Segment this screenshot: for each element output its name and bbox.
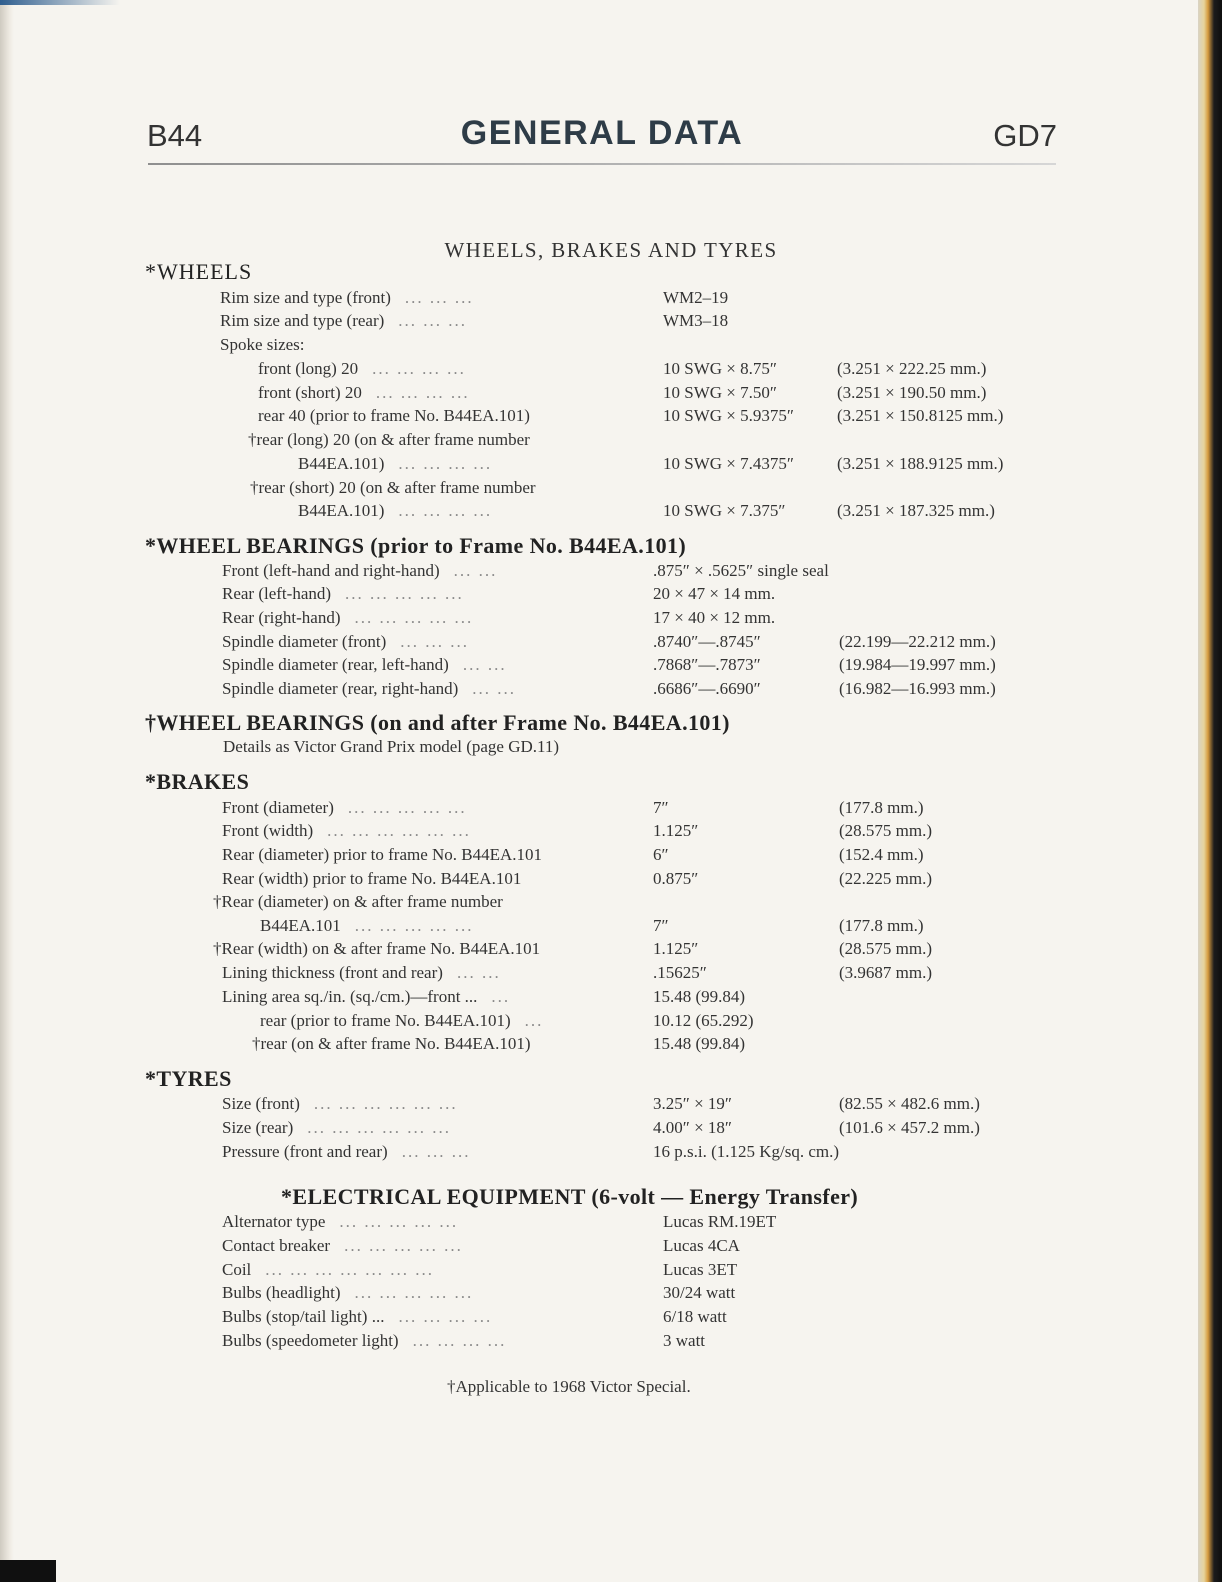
- spec-label: [222, 1116, 451, 1140]
- spec-label-text: Front (width): [222, 821, 314, 840]
- spec-value-metric: (3.251 × 150.8125 mm.): [837, 406, 1004, 425]
- footnote: †Applicable to 1968 Victor Special.: [447, 1377, 691, 1396]
- electrical-heading: *ELECTRICAL EQUIPMENT (6-volt — Energy Transfer): [281, 1184, 859, 1209]
- leader-dots: ... ... ... ...: [412, 1331, 507, 1350]
- spec-label: [258, 404, 530, 428]
- spec-value: WM2–19: [663, 288, 729, 307]
- page-header: [147, 112, 1057, 162]
- spec-label-text: B44EA.101): [298, 454, 385, 473]
- spec-label-text: Rear (left-hand): [222, 584, 332, 603]
- spec-row: [0, 476, 1222, 500]
- scan-corner-mark: [0, 1560, 56, 1582]
- spec-row: [0, 499, 1222, 523]
- spec-value-metric: (28.575 mm.): [839, 939, 933, 958]
- spec-label-text: B44EA.101: [260, 916, 341, 935]
- spec-label-text: Alternator type: [222, 1212, 326, 1231]
- leader-dots: ... ... ... ... ...: [354, 916, 474, 935]
- spec-label: [222, 677, 516, 701]
- spec-label: [298, 452, 492, 476]
- bearings-after-detail: Details as Victor Grand Prix model (page GD.11): [223, 737, 560, 756]
- spec-row: [0, 1258, 1222, 1282]
- leader-dots: ... ... ... ...: [372, 359, 466, 378]
- spec-value: .7868″—.7873″: [653, 655, 761, 674]
- spec-label: [250, 476, 536, 500]
- spec-label: [252, 1032, 531, 1056]
- spec-label-text: †Rear (diameter) on & after frame number: [213, 892, 503, 911]
- spec-label-text: Spindle diameter (front): [222, 632, 387, 651]
- spec-label: [260, 914, 474, 938]
- spec-value-metric: (101.6 × 457.2 mm.): [839, 1118, 980, 1137]
- spec-value: Lucas 4CA: [663, 1236, 740, 1255]
- spec-label: [298, 499, 492, 523]
- spec-row: [0, 1009, 1222, 1033]
- spec-label: [222, 1234, 463, 1258]
- spec-row: [0, 381, 1222, 405]
- spec-value: 10.12 (65.292): [653, 1011, 754, 1030]
- spec-row: [0, 843, 1222, 867]
- spec-row: [0, 357, 1222, 381]
- leader-dots: ... ... ... ... ...: [347, 798, 467, 817]
- spec-value: Lucas RM.19ET: [663, 1212, 777, 1231]
- spec-value: 17 × 40 × 12 mm.: [653, 608, 776, 627]
- page-number: GD7: [993, 118, 1057, 153]
- spec-value: 10 SWG × 5.9375″: [663, 406, 794, 425]
- spec-label-text: Bulbs (stop/tail light) ...: [222, 1307, 385, 1326]
- spec-value: 10 SWG × 7.375″: [663, 501, 786, 520]
- spec-label-text: Size (rear): [222, 1118, 294, 1137]
- spec-value: 30/24 watt: [663, 1283, 736, 1302]
- spec-value: 16 p.s.i. (1.125 Kg/sq. cm.): [653, 1142, 840, 1161]
- spec-label: [222, 985, 510, 1009]
- page-title: GENERAL DATA: [460, 114, 744, 152]
- spec-value: 20 × 47 × 14 mm.: [653, 584, 776, 603]
- spec-label: [213, 937, 540, 961]
- leader-dots: ... ... ... ... ...: [354, 1283, 474, 1302]
- spec-value: 3.25″ × 19″: [653, 1094, 732, 1113]
- spec-row: [0, 677, 1222, 701]
- spec-label: [222, 582, 464, 606]
- spec-label-text: B44EA.101): [298, 501, 385, 520]
- spec-label-text: †Rear (width) on & after frame No. B44EA.101: [213, 939, 541, 958]
- spec-label: [222, 606, 473, 630]
- spec-label: [222, 961, 501, 985]
- leader-dots: ... ... ... ... ... ...: [327, 821, 471, 840]
- spec-label-text: rear (prior to frame No. B44EA.101): [260, 1011, 511, 1030]
- leader-dots: ... ... ... ... ...: [344, 1236, 463, 1255]
- spec-label: [220, 286, 474, 310]
- spec-label-text: rear 40 (prior to frame No. B44EA.101): [258, 406, 530, 425]
- leader-dots: ... ... ... ...: [398, 1307, 493, 1326]
- spec-value-metric: (82.55 × 482.6 mm.): [839, 1094, 980, 1113]
- spec-label-text: Pressure (front and rear): [222, 1142, 388, 1161]
- tyres-heading: *TYRES: [145, 1066, 232, 1091]
- spec-value-metric: (22.225 mm.): [839, 869, 933, 888]
- leader-dots: ... ... ... ... ...: [339, 1212, 459, 1231]
- spec-value: .6686″—.6690″: [653, 679, 761, 698]
- spec-label-text: Rear (width) prior to frame No. B44EA.101: [222, 869, 522, 888]
- spec-row: [0, 428, 1222, 452]
- spec-label-text: Coil: [222, 1260, 252, 1279]
- spec-value: 1.125″: [653, 939, 699, 958]
- spec-row: [0, 630, 1222, 654]
- spec-value: .875″ × .5625″ single seal: [653, 561, 829, 580]
- spec-label-text: Lining area sq./in. (sq./cm.)—front ...: [222, 987, 478, 1006]
- spec-row: [0, 985, 1222, 1009]
- spec-row: [0, 890, 1222, 914]
- leader-dots: ...: [524, 1011, 544, 1030]
- spec-row: [0, 404, 1222, 428]
- spec-label: [220, 309, 467, 333]
- leader-dots: ... ... ...: [401, 1142, 471, 1161]
- spec-row: [0, 452, 1222, 476]
- spec-label-text: Size (front): [222, 1094, 300, 1113]
- spec-row: [0, 1210, 1222, 1234]
- spec-value: 15.48 (99.84): [653, 1034, 746, 1053]
- spec-label-text: Spindle diameter (rear, right-hand): [222, 679, 459, 698]
- leader-dots: ... ... ... ... ...: [345, 584, 464, 603]
- spec-row: [0, 1032, 1222, 1056]
- spec-label-text: front (long) 20: [258, 359, 359, 378]
- spec-value-metric: (3.9687 mm.): [839, 963, 933, 982]
- spec-label: [222, 1305, 492, 1329]
- spec-row: [0, 606, 1222, 630]
- spec-label: [222, 630, 469, 654]
- spec-label-text: Front (diameter): [222, 798, 334, 817]
- spec-label: [213, 890, 503, 914]
- leader-dots: ... ... ... ...: [375, 383, 470, 402]
- spec-label: [222, 1140, 470, 1164]
- spec-value: .15625″: [653, 963, 707, 982]
- spec-row: [0, 796, 1222, 820]
- spec-value-metric: (19.984—19.997 mm.): [839, 655, 996, 674]
- spec-value-metric: (3.251 × 187.325 mm.): [837, 501, 995, 520]
- spec-row: [0, 867, 1222, 891]
- spec-row: [0, 309, 1222, 333]
- wheels-heading: *WHEELS: [145, 259, 253, 284]
- spec-label-text: Bulbs (headlight): [222, 1283, 341, 1302]
- spec-value: 3 watt: [663, 1331, 706, 1350]
- spec-value-metric: (3.251 × 188.9125 mm.): [837, 454, 1004, 473]
- spec-label: [222, 867, 521, 891]
- spec-label-text: Rear (right-hand): [222, 608, 341, 627]
- spec-value-metric: (177.8 mm.): [839, 798, 924, 817]
- spec-value-metric: (3.251 × 190.50 mm.): [837, 383, 987, 402]
- spec-row: [0, 1092, 1222, 1116]
- section-title: WHEELS, BRAKES AND TYRES: [444, 238, 778, 262]
- leader-dots: ... ... ... ...: [398, 454, 493, 473]
- bearings-after-heading: †WHEEL BEARINGS (on and after Frame No. B44EA.101): [145, 710, 730, 735]
- spec-label-text: Spindle diameter (rear, left-hand): [222, 655, 449, 674]
- spec-label-text: Contact breaker: [222, 1236, 331, 1255]
- spec-label-text: Lining thickness (front and rear): [222, 963, 443, 982]
- spec-row: [0, 1234, 1222, 1258]
- spec-value-metric: (22.199—22.212 mm.): [839, 632, 996, 651]
- spec-value-metric: (16.982—16.993 mm.): [839, 679, 996, 698]
- spec-row: [0, 961, 1222, 985]
- spec-label: [222, 1258, 434, 1282]
- spec-value: 10 SWG × 7.4375″: [663, 454, 794, 473]
- spec-value: 10 SWG × 7.50″: [663, 383, 777, 402]
- spec-label: [258, 357, 466, 381]
- spec-label: [222, 653, 507, 677]
- spec-row: [0, 286, 1222, 310]
- spec-value: 7″: [653, 916, 669, 935]
- spec-label: [222, 796, 467, 820]
- spec-row: [0, 937, 1222, 961]
- spec-label-text: †rear (on & after frame No. B44EA.101): [252, 1034, 531, 1053]
- spec-label: [248, 428, 530, 452]
- spec-value-metric: (28.575 mm.): [839, 821, 933, 840]
- spec-label-text: Spoke sizes:: [220, 335, 305, 354]
- spec-value: 4.00″ × 18″: [653, 1118, 732, 1137]
- spec-label: [222, 1329, 506, 1353]
- spec-value-metric: (177.8 mm.): [839, 916, 924, 935]
- spec-value: 6″: [653, 845, 669, 864]
- spec-row: [0, 819, 1222, 843]
- spec-label: [258, 381, 470, 405]
- spec-label: [222, 843, 542, 867]
- spec-label-text: front (short) 20: [258, 383, 362, 402]
- spec-label: [222, 1210, 458, 1234]
- spec-value: 10 SWG × 8.75″: [663, 359, 777, 378]
- spec-value: 7″: [653, 798, 669, 817]
- scan-left-top-mark: [0, 0, 120, 5]
- leader-dots: ... ... ... ... ...: [354, 608, 474, 627]
- spec-value: 1.125″: [653, 821, 699, 840]
- spec-row: [0, 1305, 1222, 1329]
- leader-dots: ... ... ...: [404, 288, 474, 307]
- spec-label: [222, 559, 497, 583]
- leader-dots: ...: [491, 987, 511, 1006]
- brakes-heading: *BRAKES: [145, 769, 250, 794]
- spec-row: [0, 914, 1222, 938]
- spec-label-text: Rim size and type (rear): [220, 311, 385, 330]
- leader-dots: ... ... ... ... ... ...: [307, 1118, 452, 1137]
- spec-value: WM3–18: [663, 311, 729, 330]
- model-code: B44: [147, 118, 203, 153]
- spec-label: [222, 819, 471, 843]
- leader-dots: ... ... ... ... ... ... ...: [265, 1260, 435, 1279]
- header-rule: [148, 163, 1056, 165]
- spec-label-text: Bulbs (speedometer light): [222, 1331, 399, 1350]
- spec-label-text: Front (left-hand and right-hand): [222, 561, 440, 580]
- spec-label-text: †rear (long) 20 (on & after frame number: [248, 430, 530, 449]
- spec-row: [0, 653, 1222, 677]
- spec-label: [222, 1092, 458, 1116]
- spec-value: Lucas 3ET: [663, 1260, 738, 1279]
- spec-label: [220, 333, 305, 357]
- leader-dots: ... ...: [462, 655, 507, 674]
- spec-value: 15.48 (99.84): [653, 987, 746, 1006]
- spec-row: [0, 333, 1222, 357]
- spec-row: [0, 1329, 1222, 1353]
- spec-value-metric: (3.251 × 222.25 mm.): [837, 359, 987, 378]
- spec-label-text: †rear (short) 20 (on & after frame number: [250, 478, 536, 497]
- spec-label: [222, 1281, 473, 1305]
- leader-dots: ... ...: [456, 963, 501, 982]
- leader-dots: ... ... ... ... ... ...: [313, 1094, 458, 1113]
- spec-value-metric: (152.4 mm.): [839, 845, 924, 864]
- spec-label-text: Rear (diameter) prior to frame No. B44EA.101: [222, 845, 543, 864]
- spec-row: [0, 1140, 1222, 1164]
- leader-dots: ... ...: [453, 561, 498, 580]
- spec-row: [0, 582, 1222, 606]
- spec-value: .8740″—.8745″: [653, 632, 761, 651]
- leader-dots: ... ...: [472, 679, 517, 698]
- spec-row: [0, 559, 1222, 583]
- leader-dots: ... ... ...: [398, 311, 468, 330]
- spec-value: 0.875″: [653, 869, 699, 888]
- spec-value: 6/18 watt: [663, 1307, 727, 1326]
- leader-dots: ... ... ... ...: [398, 501, 493, 520]
- spec-label: [260, 1009, 543, 1033]
- bearings-prior-heading: *WHEEL BEARINGS (prior to Frame No. B44EA.101): [145, 533, 687, 558]
- leader-dots: ... ... ...: [400, 632, 470, 651]
- spec-label-text: Rim size and type (front): [220, 288, 391, 307]
- spec-row: [0, 1281, 1222, 1305]
- spec-row: [0, 1116, 1222, 1140]
